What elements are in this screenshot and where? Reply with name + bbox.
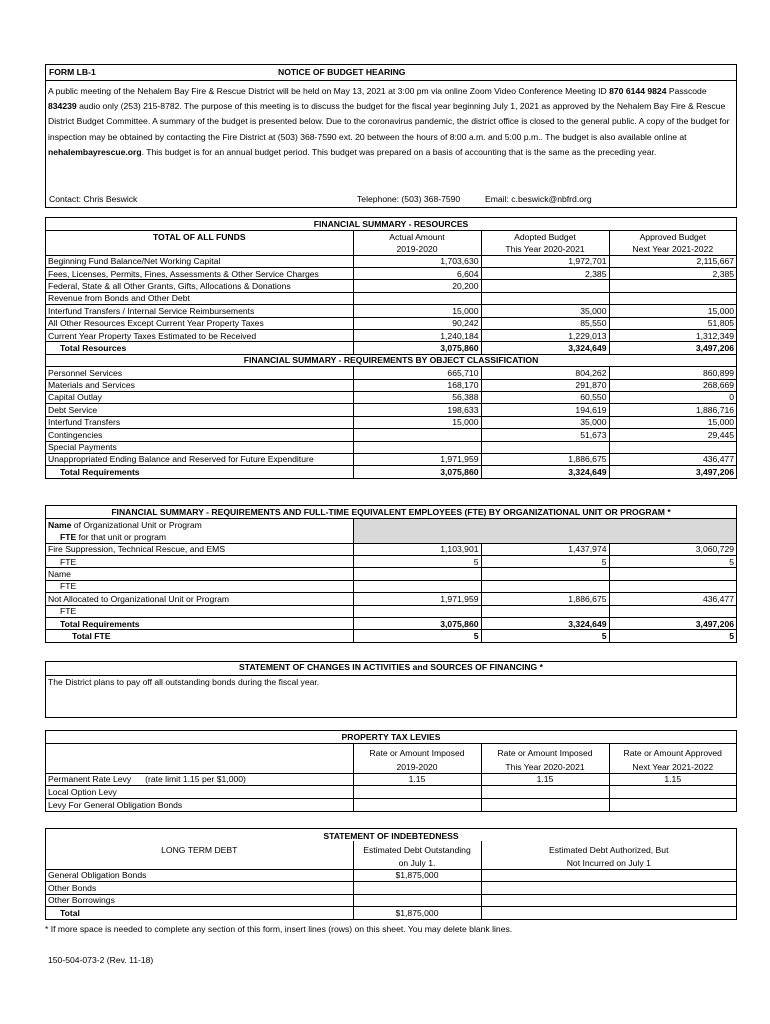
tax-row-label: Local Option Levy: [48, 786, 117, 797]
fte-row: [46, 605, 736, 617]
fte-row-actual: [353, 568, 481, 580]
resources-row-label: Fees, Licenses, Permits, Fines, Assessments & Other Service Charges: [46, 268, 353, 280]
resources-row-label: Beginning Fund Balance/Net Working Capital: [46, 255, 353, 267]
total-resources-label: Total Resources: [46, 342, 353, 354]
fte-row-label: FTE: [46, 556, 353, 568]
resources-row-actual: 90,242: [353, 317, 481, 329]
requirements-row: [46, 391, 736, 403]
requirements-row-approved: 436,477: [609, 453, 736, 465]
requirements-row-approved: 0: [609, 391, 736, 403]
fte-row-approved: [609, 568, 736, 580]
fte-row-adopted: 1,437,974: [481, 543, 609, 555]
fte-row: [46, 568, 736, 580]
financial-summary-section: [45, 217, 737, 479]
resources-row-adopted: [481, 280, 609, 292]
contact-name: Contact: Chris Beswick: [49, 194, 138, 204]
debt-outstanding-label: Estimated Debt Outstanding: [353, 841, 481, 855]
para-text-2: Passcode: [666, 86, 707, 96]
changes-title: STATEMENT OF CHANGES IN ACTIVITIES and SOURCES OF FINANCING *: [46, 662, 736, 676]
fte-total-requirements-approved: 3,497,206: [609, 618, 736, 630]
tax-row-label-cell: [46, 786, 353, 798]
tax-col-2019-label: Rate or Amount Imposed: [353, 743, 481, 758]
requirements-row-actual: 198,633: [353, 404, 481, 416]
fte-row-label: Not Allocated to Organizational Unit or Program: [46, 593, 353, 605]
tax-row-2019: 1.15: [353, 773, 481, 785]
indebtedness-section: [45, 828, 737, 920]
fte-row-label: Name: [46, 568, 353, 580]
requirements-row-approved: [609, 441, 736, 453]
debt-row: [46, 894, 736, 906]
requirements-row-adopted: 60,550: [481, 391, 609, 403]
requirements-row-adopted: [481, 441, 609, 453]
resources-row-actual: [353, 292, 481, 304]
debt-total-outstanding: $1,875,000: [353, 907, 481, 919]
fte-row-label: FTE: [46, 605, 353, 617]
debt-row: [46, 869, 736, 881]
requirements-row: [46, 441, 736, 453]
debt-authorized-sub: Not Incurred on July 1: [481, 855, 736, 869]
resources-title: FINANCIAL SUMMARY - RESOURCES: [46, 218, 736, 230]
tax-row-label: Levy For General Obligation Bonds: [48, 799, 183, 810]
requirements-row: [46, 367, 736, 379]
resources-row-adopted: 85,550: [481, 317, 609, 329]
form-number: 150-504-073-2 (Rev. 11-18): [48, 955, 154, 965]
resources-row-adopted: 1,229,013: [481, 330, 609, 342]
notice-paragraph: [46, 81, 736, 163]
col-approved-year: Next Year 2021-2022: [609, 243, 736, 255]
form-label: FORM LB-1: [49, 67, 96, 77]
resources-row-label: Interfund Transfers / Internal Service Reimbursements: [46, 305, 353, 317]
resources-row-label: Current Year Property Taxes Estimated to be Received: [46, 330, 353, 342]
tax-row-2020: [481, 786, 609, 798]
fte-section: [45, 505, 737, 643]
all-funds-label: TOTAL OF ALL FUNDS: [152, 231, 246, 242]
meeting-id: 870 6144 9824: [609, 86, 667, 96]
fte-row: [46, 593, 736, 605]
contact-telephone: Telephone: (503) 368-7590: [357, 194, 461, 204]
total-fte-approved: 5: [609, 630, 736, 642]
fte-row-approved: [609, 605, 736, 617]
debt-title: STATEMENT OF INDEBTEDNESS: [323, 830, 459, 841]
tax-levies-table: [46, 731, 736, 811]
tax-row-note: (rate limit 1.15 per $1,000): [145, 774, 246, 785]
requirements-row-actual: 1,971,959: [353, 453, 481, 465]
requirements-row-label: Unappropriated Ending Balance and Reserved for Future Expenditure: [46, 453, 353, 465]
tax-levies-section: [45, 730, 737, 812]
debt-row-authorized: [481, 894, 736, 906]
para-text-3: audio only (253) 215-8782. The purpose of this meeting is to discuss the budget for the fiscal year beginning July 1, 2021 as approved by the Nehalem Bay Fire & Rescue District Budget Committee. A summary of the budget is presented below. Due to the coronavirus pandemic, the district office is closed to the general public. A copy of the budget for inspection may be obtained by contacting the Fire District at (503) 368-7590 ext. 20 between the hours of 8:00 a.m. and 5:00 p.m.. The budget is also available online at: [48, 101, 730, 142]
tax-row-2020: 1.15: [481, 773, 609, 785]
tax-col-2021-label: Rate or Amount Approved: [609, 743, 736, 758]
debt-col-label: LONG TERM DEBT: [161, 844, 238, 855]
fte-row-adopted: [481, 605, 609, 617]
requirements-row-label: Debt Service: [46, 404, 353, 416]
resources-row-label: Revenue from Bonds and Other Debt: [46, 292, 353, 304]
tax-row: [46, 798, 736, 810]
requirements-row-label: Capital Outlay: [46, 391, 353, 403]
para-text-4: . This budget is for an annual budget period. This budget was prepared on a basis of accounting that is the same as the preceding year.: [141, 146, 657, 157]
debt-row: [46, 882, 736, 894]
debt-row-label: Other Bonds: [46, 882, 353, 894]
changes-section: [45, 661, 737, 718]
debt-row-label: General Obligation Bonds: [46, 869, 353, 881]
tax-row-2020: [481, 798, 609, 810]
fte-row: [46, 543, 736, 555]
requirements-row-adopted: 51,673: [481, 429, 609, 441]
total-requirements-actual: 3,075,860: [353, 466, 481, 478]
col-adopted-label: Adopted Budget: [481, 230, 609, 242]
resources-row-approved: [609, 280, 736, 292]
requirements-title: FINANCIAL SUMMARY - REQUIREMENTS BY OBJECT CLASSIFICATION: [46, 354, 736, 366]
tax-row: [46, 786, 736, 798]
requirements-row-adopted: 194,619: [481, 404, 609, 416]
requirements-row-actual: 56,388: [353, 391, 481, 403]
fte-row-adopted: 5: [481, 556, 609, 568]
total-requirements-approved: 3,497,206: [609, 466, 736, 478]
fte-row-actual: [353, 580, 481, 592]
col-actual-label: Actual Amount: [353, 230, 481, 242]
fte-total-requirements-label: Total Requirements: [46, 618, 353, 630]
requirements-row-adopted: 804,262: [481, 367, 609, 379]
debt-authorized-label: Estimated Debt Authorized, But: [481, 841, 736, 855]
resources-row: [46, 292, 736, 304]
total-resources-approved: 3,497,206: [609, 342, 736, 354]
passcode: 834239: [48, 101, 77, 112]
contact-email[interactable]: Email: c.beswick@nbfrd.org: [485, 194, 592, 204]
changes-text: The District plans to pay off all outstanding bonds during the fiscal year.: [48, 677, 320, 687]
requirements-row-actual: [353, 441, 481, 453]
total-fte-actual: 5: [353, 630, 481, 642]
resources-row-actual: 1,240,184: [353, 330, 481, 342]
requirements-row-label: Materials and Services: [46, 379, 353, 391]
requirements-row: [46, 453, 736, 465]
fte-fte-heading: FTE for that unit or program: [46, 531, 353, 543]
fte-row-approved: 436,477: [609, 593, 736, 605]
fte-total-requirements-adopted: 3,324,649: [481, 618, 609, 630]
resources-row-adopted: 1,972,701: [481, 255, 609, 267]
debt-row-outstanding: [353, 882, 481, 894]
requirements-row-actual: 15,000: [353, 416, 481, 428]
resources-row-approved: 2,385: [609, 268, 736, 280]
resources-row-label: Federal, State & all Other Grants, Gifts, Allocations & Donations: [46, 280, 353, 292]
fte-row-label: FTE: [46, 580, 353, 592]
debt-total-label: Total: [46, 907, 353, 919]
fte-row: [46, 580, 736, 592]
fte-row-actual: 1,971,959: [353, 593, 481, 605]
debt-row-outstanding: $1,875,000: [353, 869, 481, 881]
tax-col-2020-label: Rate or Amount Imposed: [481, 743, 609, 758]
requirements-row-approved: 29,445: [609, 429, 736, 441]
contact-row: [46, 193, 736, 208]
col-adopted-year: This Year 2020-2021: [481, 243, 609, 255]
resources-row-actual: 6,604: [353, 268, 481, 280]
tax-row-2019: [353, 798, 481, 810]
resources-table: [46, 218, 736, 478]
resources-row-approved: [609, 292, 736, 304]
tax-col-2020-year: This Year 2020-2021: [481, 758, 609, 773]
resources-row-actual: 15,000: [353, 305, 481, 317]
notice-section: [45, 64, 737, 208]
tax-row-2021: 1.15: [609, 773, 736, 785]
resources-row: [46, 330, 736, 342]
tax-title: PROPERTY TAX LEVIES: [46, 731, 736, 743]
tax-row: [46, 773, 736, 785]
indebtedness-table: [46, 829, 736, 919]
debt-row-authorized: [481, 869, 736, 881]
fte-row-actual: 1,103,901: [353, 543, 481, 555]
debt-total-authorized: [481, 907, 736, 919]
notice-title: NOTICE OF BUDGET HEARING: [278, 67, 406, 77]
fte-row-approved: 5: [609, 556, 736, 568]
resources-row-adopted: 35,000: [481, 305, 609, 317]
fte-row-approved: [609, 580, 736, 592]
fte-row: [46, 556, 736, 568]
fte-row-actual: [353, 605, 481, 617]
tax-row-label-cell: [46, 773, 353, 785]
resources-row-approved: 51,805: [609, 317, 736, 329]
total-fte-adopted: 5: [481, 630, 609, 642]
resources-row-actual: 1,703,630: [353, 255, 481, 267]
tax-row-label-cell: [46, 798, 353, 810]
requirements-row: [46, 429, 736, 441]
requirements-row-approved: 860,899: [609, 367, 736, 379]
fte-row-approved: 3,060,729: [609, 543, 736, 555]
fte-table: [46, 506, 736, 642]
total-requirements-label: Total Requirements: [46, 466, 353, 478]
para-text-1: A public meeting of the Nehalem Bay Fire & Rescue District will be held on May 13, 2021 at 3:00 pm via online Zoom Video Conference Meeting ID: [48, 86, 610, 96]
total-fte-label: Total FTE: [46, 630, 353, 642]
resources-row-approved: 1,312,349: [609, 330, 736, 342]
resources-row-adopted: [481, 292, 609, 304]
resources-row: [46, 268, 736, 280]
requirements-row-adopted: 291,870: [481, 379, 609, 391]
requirements-row-actual: [353, 429, 481, 441]
resources-row-approved: 15,000: [609, 305, 736, 317]
debt-row-label: Other Borrowings: [46, 894, 353, 906]
requirements-row-label: Contingencies: [46, 429, 353, 441]
fte-row-label: Fire Suppression, Technical Rescue, and EMS: [46, 543, 353, 555]
fte-name-heading: Name of Organizational Unit or Program: [48, 519, 202, 530]
debt-row-authorized: [481, 882, 736, 894]
website-link[interactable]: nehalembayrescue.org: [48, 146, 142, 157]
requirements-row-label: Personnel Services: [46, 367, 353, 379]
requirements-row: [46, 416, 736, 428]
col-approved-label: Approved Budget: [609, 230, 736, 242]
fte-row-actual: 5: [353, 556, 481, 568]
fte-row-adopted: 1,886,675: [481, 593, 609, 605]
tax-row-label: Permanent Rate Levy: [48, 774, 132, 785]
debt-outstanding-sub: on July 1.: [353, 855, 481, 869]
total-requirements-adopted: 3,324,649: [481, 466, 609, 478]
tax-row-2021: [609, 798, 736, 810]
tax-row-2019: [353, 786, 481, 798]
requirements-row-actual: 665,710: [353, 367, 481, 379]
col-actual-year: 2019-2020: [353, 243, 481, 255]
requirements-row-actual: 168,170: [353, 379, 481, 391]
footer-note: * If more space is needed to complete any section of this form, insert lines (rows) on this sheet. You may delete blank lines.: [45, 924, 513, 934]
tax-row-2021: [609, 786, 736, 798]
notice-header-row: [46, 65, 736, 81]
fte-grey-header: [353, 518, 736, 543]
requirements-row-label: Special Payments: [46, 441, 353, 453]
total-resources-adopted: 3,324,649: [481, 342, 609, 354]
requirements-row-adopted: 35,000: [481, 416, 609, 428]
fte-row-adopted: [481, 580, 609, 592]
requirements-row: [46, 404, 736, 416]
resources-row-adopted: 2,385: [481, 268, 609, 280]
fte-row-adopted: [481, 568, 609, 580]
fte-total-requirements-actual: 3,075,860: [353, 618, 481, 630]
debt-row-outstanding: [353, 894, 481, 906]
requirements-row-approved: 268,669: [609, 379, 736, 391]
resources-row: [46, 305, 736, 317]
total-resources-actual: 3,075,860: [353, 342, 481, 354]
tax-col-2021-year: Next Year 2021-2022: [609, 758, 736, 773]
requirements-row-approved: 1,886,716: [609, 404, 736, 416]
resources-row-label: All Other Resources Except Current Year Property Taxes: [46, 317, 353, 329]
requirements-row-label: Interfund Transfers: [46, 416, 353, 428]
requirements-row: [46, 379, 736, 391]
resources-row: [46, 255, 736, 267]
requirements-row-approved: 15,000: [609, 416, 736, 428]
resources-row: [46, 280, 736, 292]
resources-row-approved: 2,115,667: [609, 255, 736, 267]
tax-col-2019-year: 2019-2020: [353, 758, 481, 773]
resources-row: [46, 317, 736, 329]
requirements-row-adopted: 1,886,675: [481, 453, 609, 465]
fte-title: FINANCIAL SUMMARY - REQUIREMENTS AND FULL-TIME EQUIVALENT EMPLOYEES (FTE) BY ORGANIZATIONAL UNIT OR PROGRAM *: [46, 506, 736, 518]
resources-row-actual: 20,200: [353, 280, 481, 292]
